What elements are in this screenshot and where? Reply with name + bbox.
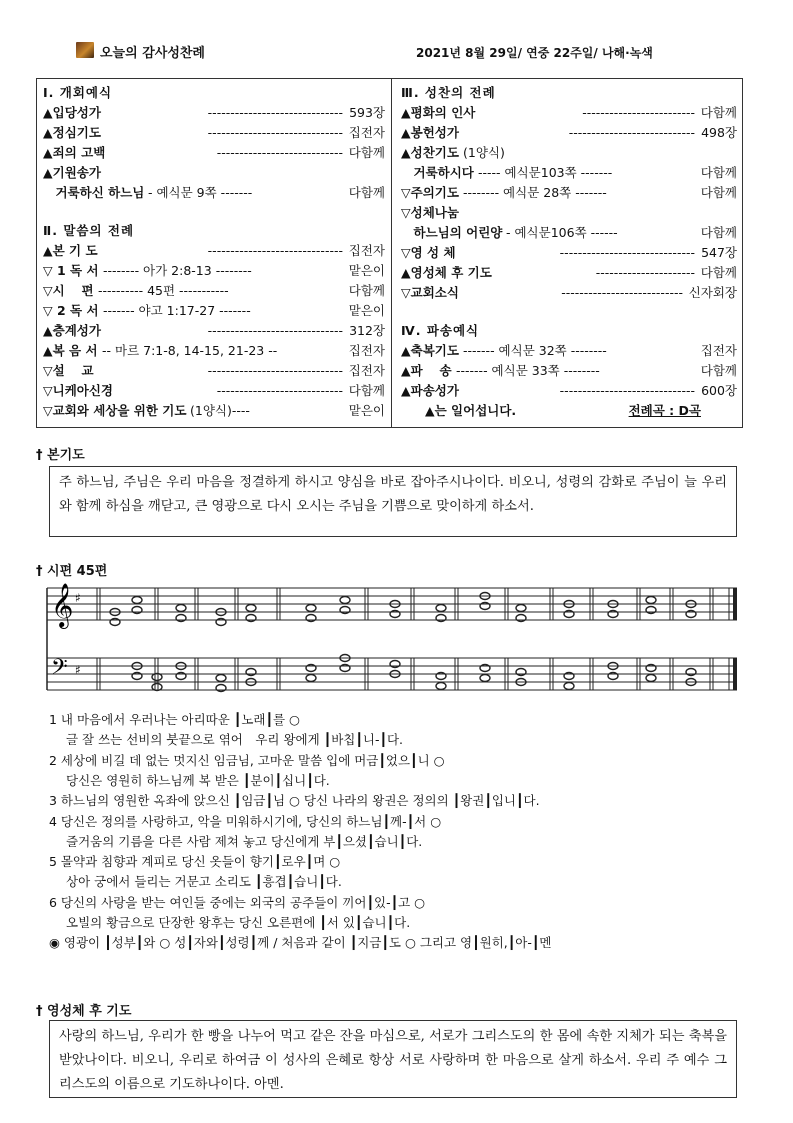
page-title: 오늘의 감사성찬례 [100, 46, 205, 61]
order-item-value: 다함께 [700, 185, 737, 200]
note-head [152, 684, 162, 691]
order-item-label: ▲파송성가 [401, 383, 459, 398]
order-item-value: 집전자 [348, 243, 385, 258]
order-item-value: 맡은이 [348, 303, 385, 318]
order-row [401, 203, 737, 223]
leader-dashes: ------------------------------ [207, 105, 343, 120]
note-head [246, 605, 256, 612]
order-row [43, 123, 385, 143]
order-item-value: 맡은이 [348, 403, 385, 418]
order-item-label: ▲정심기도 [43, 125, 101, 140]
order-item-label: ▽시 편 [43, 283, 94, 298]
order-item-detail: ------- 예식문 32쪽 -------- [463, 343, 607, 358]
order-item-value: 전례곡 : D곡 [628, 403, 701, 418]
order-item-detail: -------- 아가 2:8-13 -------- [103, 263, 252, 278]
page-date: 2021년 8월 29일/ 연중 22주일/ 나해·녹색 [416, 46, 653, 60]
order-row [43, 301, 385, 321]
section-heading: Ⅲ. 성찬의 전례 [401, 85, 496, 100]
order-item-label: ▲기원송가 [43, 165, 101, 180]
order-row [43, 103, 385, 123]
order-row [43, 361, 385, 381]
note-head [436, 683, 446, 690]
order-item-value: 다함께 [700, 105, 737, 120]
note-head [216, 675, 226, 682]
leader-dashes: ------------------------------ [207, 363, 343, 378]
psalm-verse-line: 4 당신은 정의를 사랑하고, 악을 미워하시기에, 당신의 하느님┃께-┃서 ○ [49, 813, 442, 829]
order-item-label: ▲본 기 도 [43, 243, 98, 258]
note-head [564, 683, 574, 690]
order-item-value: 신자회장 [688, 285, 737, 300]
leader-dashes: ------------------------------ [207, 323, 343, 338]
order-row [43, 321, 385, 341]
note-head [306, 675, 316, 682]
order-row [401, 243, 737, 263]
order-item-value: 498장 [701, 125, 737, 140]
order-item-detail: ----- 예식문103쪽 ------- [478, 165, 613, 180]
order-item-label: 거룩하신 하느님 [43, 185, 145, 200]
key-signature-sharp-icon: ♯ [75, 591, 81, 605]
order-item-detail: ---------- 45편 ----------- [98, 283, 229, 298]
note-head [516, 605, 526, 612]
order-item-value: 다함께 [700, 225, 737, 240]
order-row [43, 381, 385, 401]
order-row [401, 361, 737, 381]
order-item-label: ▲성찬기도 [401, 145, 459, 160]
order-item-label: ▽주의기도 [401, 185, 459, 200]
order-row [401, 283, 737, 303]
psalm-verse-line: 5 몰약과 침향과 계피로 당신 옷들이 향기┃로우┃며 ○ [49, 854, 341, 870]
order-item-value: 312장 [349, 323, 385, 338]
order-item-detail: -- 마르 7:1-8, 14-15, 21-23 -- [102, 343, 278, 358]
final-barline [733, 588, 737, 620]
psalm-verse-line: 6 당신의 사랑을 받는 여인들 중에는 외국의 공주들이 끼어┃있-┃고 ○ [49, 894, 426, 910]
order-item-label: ▲파 송 [401, 363, 452, 378]
order-item-label: 거룩하시다 [401, 165, 474, 180]
leader-dashes: ---------------------------- [216, 145, 343, 160]
collect-heading: † 본기도 [36, 448, 85, 463]
order-item-label: ▽ 1 독 서 [43, 263, 99, 278]
order-item-detail: - 예식문 9쪽 ------- [148, 185, 253, 200]
order-item-label: ▽설 교 [43, 363, 94, 378]
order-item-label: ▲봉헌성가 [401, 125, 459, 140]
order-row [401, 223, 737, 243]
order-row [401, 263, 737, 283]
order-item-detail: (1양식) [463, 145, 505, 160]
order-item-label: 하느님의 어린양 [401, 225, 503, 240]
postcommunion-box: 사랑의 하느님, 우리가 한 빵을 나누어 먹고 같은 잔을 마심으로, 서로가 그리스도의 한 몸에 속한 지체가 되는 축복을 받았나이다. 비오니, 우리로 하여금 이 성사의 은혜로 항상 서로 사랑하며 한 마음으로 살게 하소서. 우리 주 예수 그리스도의 이름으로 기도하나이다. 아멘. [49, 1020, 737, 1098]
order-row [43, 341, 385, 361]
note-head [436, 605, 446, 612]
note-head [646, 675, 656, 682]
note-head [132, 597, 142, 604]
order-item-label: ▽니케아신경 [43, 383, 113, 398]
order-item-value: 547장 [701, 245, 737, 260]
order-row [43, 163, 385, 183]
leader-dashes: ------------------------------ [559, 245, 695, 260]
leader-dashes: ------------------------------ [559, 383, 695, 398]
note-head [646, 597, 656, 604]
section-heading: Ⅱ. 말씀의 전례 [43, 223, 135, 238]
section-heading: Ⅰ. 개회예식 [43, 85, 113, 100]
postcommunion-heading: † 영성체 후 기도 [36, 1004, 132, 1019]
collect-box: 주 하느님, 주님은 우리 마음을 정결하게 하시고 양심을 바로 잡아주시나이다. 비오니, 성령의 감화로 주님이 늘 우리와 함께 하심을 깨닫고, 큰 영광으로 다시 오시는 주님을 기쁨으로 맞이하게 하소서. [49, 466, 737, 537]
order-item-value: 집전자 [348, 343, 385, 358]
order-item-label: ▲죄의 고백 [43, 145, 106, 160]
psalm-verse-line: 당신은 영원히 하느님께 복 받은 ┃분이┃십니┃다. [66, 772, 330, 788]
order-item-value: 600장 [701, 383, 737, 398]
order-item-value: 다함께 [348, 145, 385, 160]
leader-dashes: ---------------------------- [216, 383, 343, 398]
order-row [43, 401, 385, 421]
order-row [43, 183, 385, 203]
order-row [401, 163, 737, 183]
psalm-verse-line: 즐거움의 기름을 다른 사람 제쳐 놓고 당신에게 부┃으셨┃습니┃다. [66, 833, 423, 849]
order-item-label: ▲복 음 서 [43, 343, 98, 358]
order-item-label: ▲층계성가 [43, 323, 101, 338]
order-item-value: 다함께 [700, 265, 737, 280]
leader-dashes: ------------------------- [582, 105, 695, 120]
order-item-value: 다함께 [700, 363, 737, 378]
psalm-heading: † 시편 45편 [36, 564, 108, 579]
order-row [401, 143, 737, 163]
order-item-value: 다함께 [348, 383, 385, 398]
order-row [43, 143, 385, 163]
order-item-value: 다함께 [700, 165, 737, 180]
order-item-detail: -------- 예식문 28쪽 ------- [463, 185, 607, 200]
order-item-label: ▽교회소식 [401, 285, 459, 300]
section-heading: Ⅳ. 파송예식 [401, 323, 480, 338]
order-item-label: ▽교회와 세상을 위한 기도 [43, 403, 187, 418]
order-row [401, 183, 737, 203]
order-row [43, 261, 385, 281]
order-row [401, 103, 737, 123]
order-item-label: ▲는 일어섭니다. [425, 403, 517, 418]
order-item-value: 집전자 [700, 343, 737, 358]
leader-dashes: ------------------------------ [207, 125, 343, 140]
order-item-label: ▲입당성가 [43, 105, 101, 120]
order-row [43, 241, 385, 261]
key-signature-sharp-icon: ♯ [75, 663, 81, 677]
order-item-label: ▲축복기도 [401, 343, 459, 358]
note-head [176, 605, 186, 612]
psalm-verse-line: ◉ 영광이 ┃성부┃와 ○ 성┃자와┃성령┃께 / 처음과 같이 ┃지금┃도 ○ 그리고 영┃원히,┃아-┃멘 [49, 935, 552, 951]
order-item-value: 맡은이 [348, 263, 385, 278]
order-row [43, 281, 385, 301]
psalm-verse-line: 1 내 마음에서 우러나는 아리따운 ┃노래┃를 ○ [49, 712, 300, 727]
order-item-label: ▽성체나눔 [401, 205, 459, 220]
order-item-value: 593장 [349, 105, 385, 120]
order-row [401, 401, 737, 421]
psalm-score [45, 578, 745, 708]
column-divider [391, 79, 392, 427]
note-head [480, 675, 490, 682]
order-item-value: 집전자 [348, 125, 385, 140]
psalm-verse-line: 2 세상에 비길 데 없는 멋지신 임금님, 고마운 말씀 입에 머금┃었으┃니 ○ [49, 752, 445, 768]
psalm-verse-line: 오빌의 황금으로 단장한 왕후는 당신 오른편에 ┃서 있┃습니┃다. [66, 915, 411, 930]
order-item-detail: (1양식)---- [190, 403, 250, 418]
leader-dashes: ---------------------------- [568, 125, 695, 140]
header-icon [76, 42, 94, 58]
order-of-service [36, 78, 743, 428]
note-head [306, 605, 316, 612]
order-row [401, 341, 737, 361]
order-item-detail: - 예식문106쪽 ------ [506, 225, 618, 240]
order-item-value: 다함께 [348, 185, 385, 200]
order-item-value: 다함께 [348, 283, 385, 298]
bass-clef-icon: 𝄢 [51, 655, 68, 685]
leader-dashes: ---------------------- [595, 265, 695, 280]
psalm-verse-line: 3 하느님의 영원한 옥좌에 앉으신 ┃임금┃님 ○ 당신 나라의 왕권은 정의의 ┃왕권┃입니┃다. [49, 793, 540, 809]
order-row [401, 123, 737, 143]
order-row [401, 381, 737, 401]
order-item-label: ▽ 2 독 서 [43, 303, 99, 318]
final-barline [733, 658, 737, 690]
note-head [340, 597, 350, 604]
psalm-verse-line: 상아 궁에서 들리는 거문고 소리도 ┃흥겹┃습니┃다. [66, 874, 342, 890]
order-item-value: 집전자 [348, 363, 385, 378]
treble-clef-icon: 𝄞 [51, 583, 74, 627]
psalm-verse-line: 글 잘 쓰는 선비의 붓끝으로 엮어 우리 왕에게 ┃바칩┃니-┃다. [66, 732, 404, 748]
leader-dashes: ------------------------------ [207, 243, 343, 258]
order-item-detail: ------- 야고 1:17-27 ------- [103, 303, 251, 318]
order-item-label: ▽영 성 체 [401, 245, 456, 260]
order-item-detail: ------- 예식문 33쪽 -------- [456, 363, 600, 378]
order-item-label: ▲평화의 인사 [401, 105, 476, 120]
note-head [152, 674, 162, 681]
leader-dashes: --------------------------- [561, 285, 683, 300]
order-item-label: ▲영성체 후 기도 [401, 265, 492, 280]
